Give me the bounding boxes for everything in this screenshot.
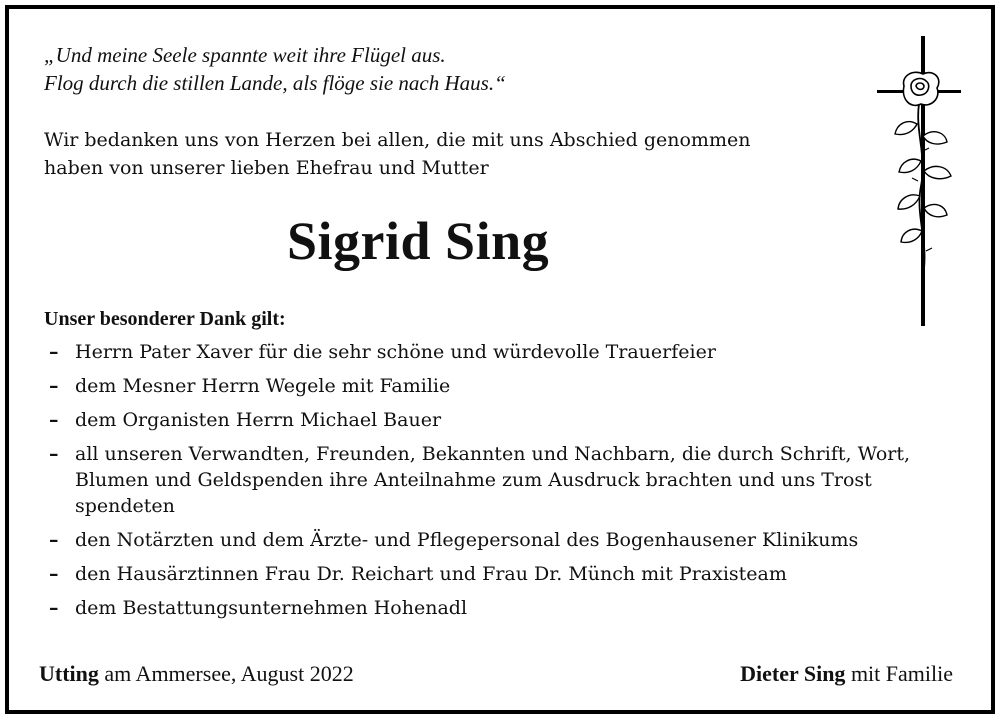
- place-and-date: [39, 661, 354, 687]
- dash-bullet: –: [49, 409, 59, 431]
- list-item: [47, 595, 967, 621]
- list-item: [47, 339, 967, 365]
- list-item-text: dem Mesner Herrn Wegele mit Familie: [75, 375, 451, 397]
- list-item-text: dem Organisten Herrn Michael Bauer: [75, 409, 442, 431]
- dash-bullet: –: [49, 597, 59, 619]
- intro-text: [44, 126, 864, 182]
- list-item: [47, 441, 967, 519]
- thanks-heading: Unser besonderer Dank gilt:: [44, 308, 286, 330]
- poem-quote: [44, 41, 506, 97]
- list-item: [47, 407, 967, 433]
- dash-bullet: –: [49, 341, 59, 363]
- thanks-list: [47, 339, 967, 629]
- list-item-text: all unseren Verwandten, Freunden, Bekannten und Nachbarn, die durch Schrift, Wort, Blumen und Geldspenden ihre Anteilnahme zum Ausdruck brachten und uns Trost spendeten: [75, 443, 911, 517]
- list-item-text: den Hausärztinnen Frau Dr. Reichart und Frau Dr. Münch mit Praxisteam: [75, 563, 787, 585]
- list-item: [47, 561, 967, 587]
- dash-bullet: –: [49, 443, 59, 465]
- list-item: [47, 527, 967, 553]
- list-item-text: Herrn Pater Xaver für die sehr schöne und würdevolle Trauerfeier: [75, 341, 716, 363]
- dash-bullet: –: [49, 375, 59, 397]
- list-item-text: den Notärzten und dem Ärzte- und Pflegepersonal des Bogenhausener Klinikums: [75, 529, 859, 551]
- list-item-text: dem Bestattungsunternehmen Hohenadl: [75, 597, 468, 619]
- dash-bullet: –: [49, 563, 59, 585]
- poem-line-2: Flog durch die stillen Lande, als flöge sie nach Haus.“: [44, 71, 506, 95]
- intro-line-2: haben von unserer lieben Ehefrau und Mutter: [44, 157, 489, 179]
- list-item: [47, 373, 967, 399]
- signature: [740, 661, 953, 687]
- place-name: Utting: [39, 661, 99, 686]
- intro-line-1: Wir bedanken uns von Herzen bei allen, die mit uns Abschied genommen: [44, 129, 751, 151]
- obituary-card: [5, 5, 995, 714]
- dash-bullet: –: [49, 529, 59, 551]
- signer-name: Dieter Sing: [740, 661, 846, 686]
- signer-family-text: mit Familie: [845, 661, 953, 686]
- deceased-name: Sigrid Sing: [287, 211, 550, 271]
- place-date-text: am Ammersee, August 2022: [98, 661, 354, 686]
- cross-with-rose-icon: [871, 36, 961, 326]
- poem-line-1: „Und meine Seele spannte weit ihre Flügel aus.: [44, 43, 446, 67]
